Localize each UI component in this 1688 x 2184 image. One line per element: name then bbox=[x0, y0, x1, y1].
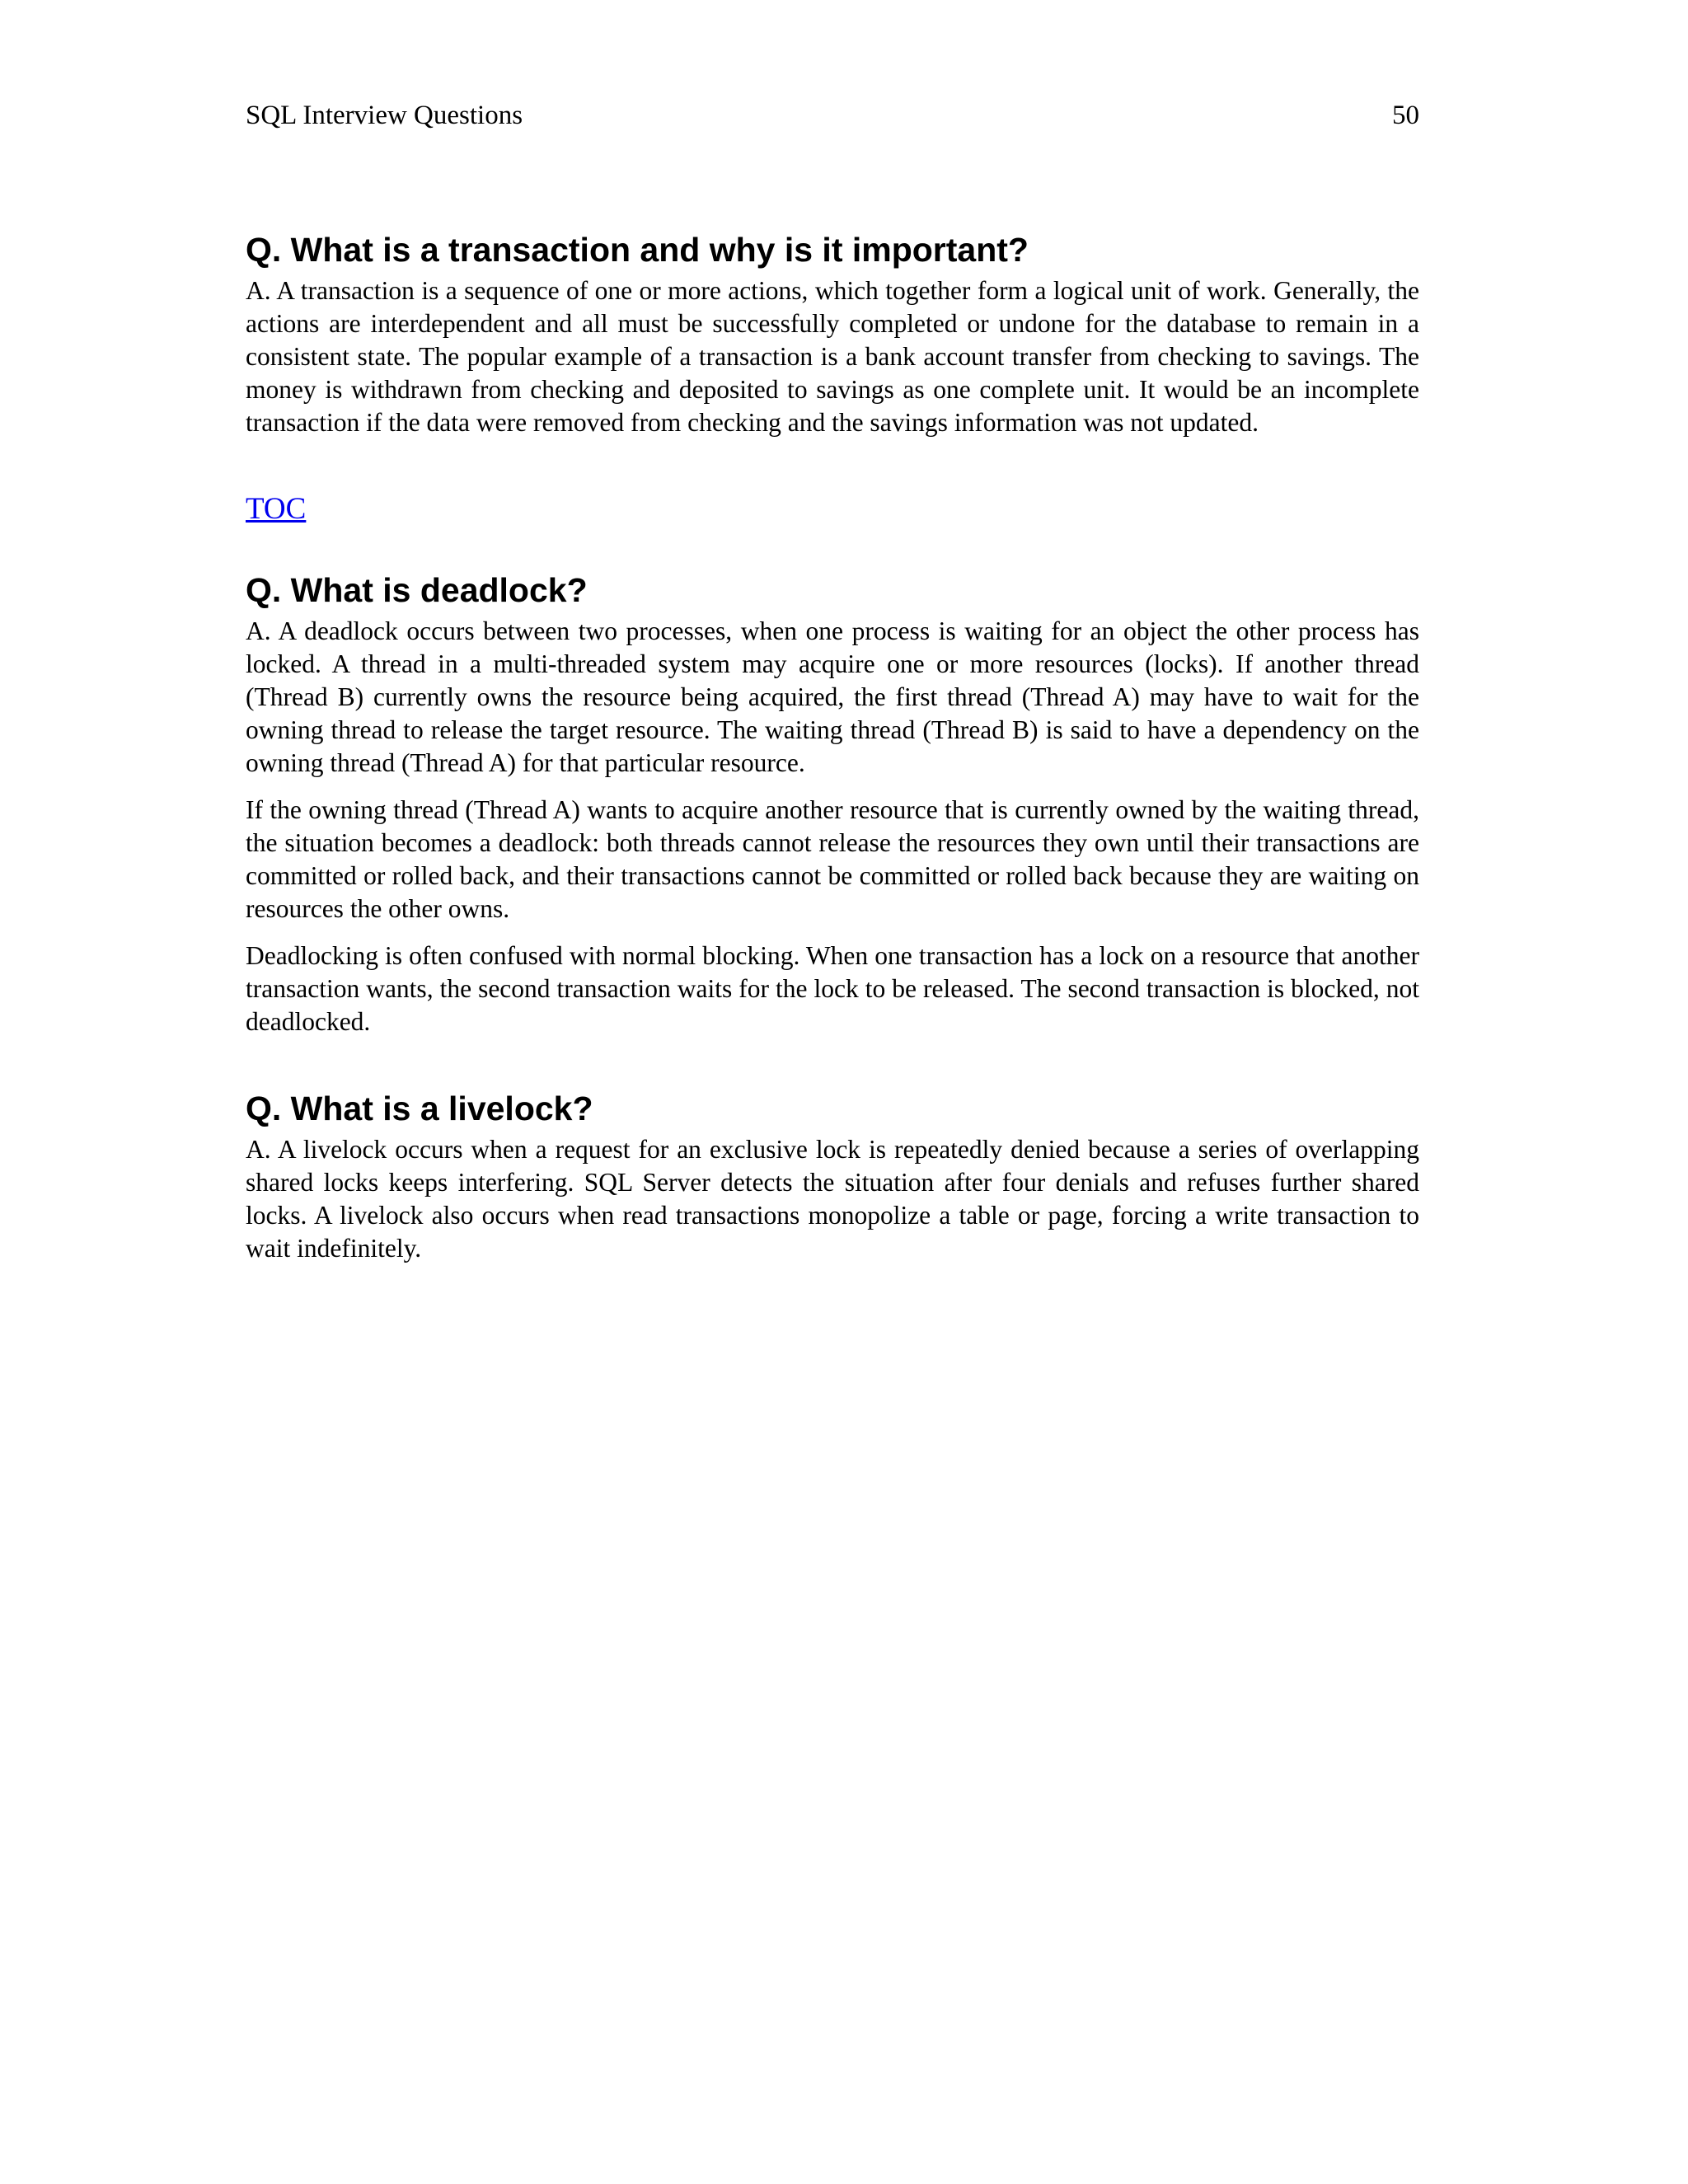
question-heading: Q. What is a livelock? bbox=[246, 1090, 593, 1127]
answer-paragraph: A. A transaction is a sequence of one or more actions, which together form a logical unit of work. Generally, the actions are interdependent and all must be successfully completed or undone for the database to remain in a consistent state. The popular example of a transaction is a bank account transfer from checking to savings. The money is withdrawn from checking and deposited to savings as one complete unit. It would be an incomplete transaction if the data were removed from checking and the savings information was not updated. bbox=[246, 276, 1419, 437]
question-heading: Q. What is deadlock? bbox=[246, 571, 588, 609]
answer-paragraph: A. A deadlock occurs between two processes, when one process is waiting for an object the other process has locked. A thread in a multi-threaded system may acquire one or more resources (locks). If another thread (Thread B) currently owns the resource being acquired, the first thread (Thread A) may have to wait for the owning thread to release the target resource. The waiting thread (Thread B) is said to have a dependency on the owning thread (Thread A) for that particular resource. bbox=[246, 616, 1419, 777]
toc-link[interactable]: TOC bbox=[246, 492, 307, 526]
answer-paragraph: If the owning thread (Thread A) wants to acquire another resource that is currently owned by the waiting thread, the situation becomes a deadlock: both threads cannot release the resources they own until their transactions are committed or rolled back, and their transactions cannot be committed or rolled back because they are waiting on resources the other owns. bbox=[246, 795, 1419, 923]
page-number: 50 bbox=[1392, 101, 1419, 130]
answer-paragraph: Deadlocking is often confused with normal blocking. When one transaction has a lock on a resource that another transaction wants, the second transaction waits for the lock to be released. The second transaction is blocked, not deadlocked. bbox=[246, 941, 1419, 1036]
answer-paragraph: A. A livelock occurs when a request for an exclusive lock is repeatedly denied because a series of overlapping shared locks keeps interfering. SQL Server detects the situation after four denials and refuses further shared locks. A livelock also occurs when read transactions monopolize a table or page, forcing a write transaction to wait indefinitely. bbox=[246, 1135, 1419, 1263]
header-title: SQL Interview Questions bbox=[246, 101, 523, 130]
section-deadlock bbox=[246, 567, 1419, 1038]
section-spacer bbox=[246, 1052, 1419, 1085]
document-page bbox=[246, 0, 1419, 2184]
section-transaction bbox=[246, 227, 1419, 439]
question-heading: Q. What is a transaction and why is it important? bbox=[246, 231, 1029, 269]
section-livelock bbox=[246, 1085, 1419, 1265]
page-header bbox=[246, 97, 1419, 134]
page-content bbox=[246, 227, 1419, 1279]
